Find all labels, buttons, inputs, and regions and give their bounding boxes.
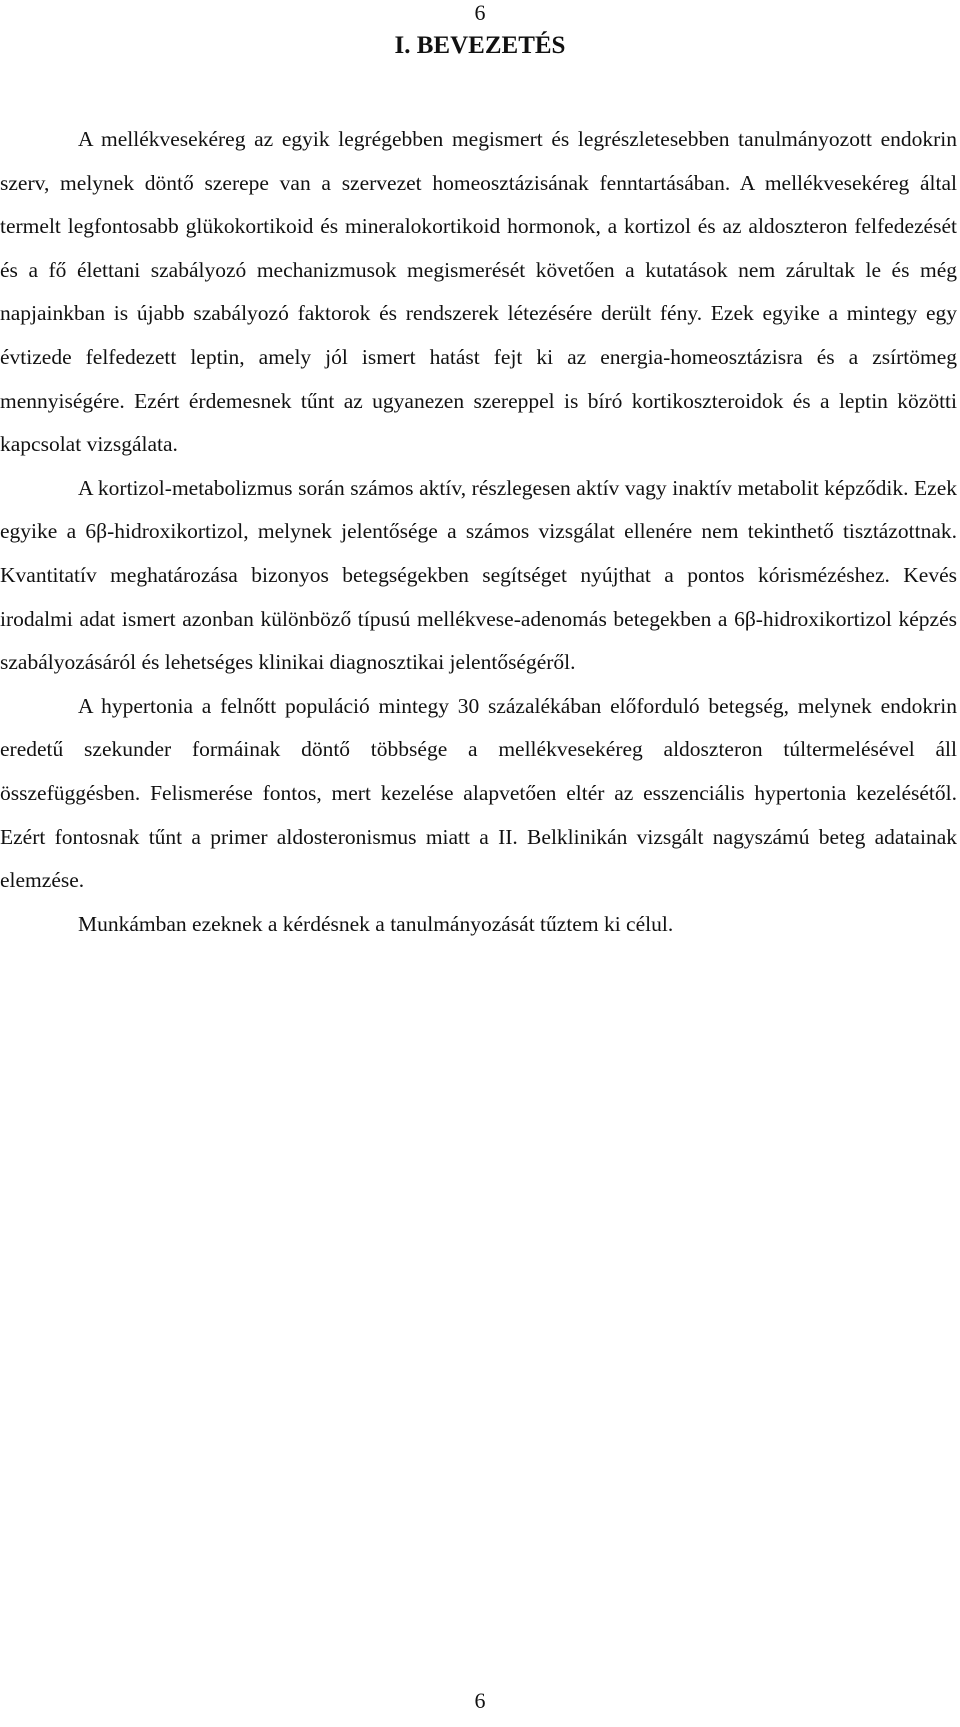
page-number-top: 6 xyxy=(474,0,486,25)
paragraph-6beta-hydroxycortisol: A kortizol-metabolizmus során számos aktív, részlegesen aktív vagy inaktív metabolit képződik. Ezek egyike a 6β-hidroxikortizol, melynek jelentősége a számos vizsgálat ellenére nem tekinthető tisztázottnak. Kvantitatív meghatározása bizonyos betegségekben segítséget nyújthat a pontos kórismézéshez. Kevés irodalmi adat ismert azonban különböző típusú mellékvese-adenomás betegekben a 6β-hidroxikortizol képzés szabályozásáról és lehetséges klinikai diagnosztikai jelentőségéről. xyxy=(0,475,957,675)
paragraph-aims: Munkámban ezeknek a kérdésnek a tanulmányozását tűztem ki célul. xyxy=(78,911,674,936)
paragraph-adrenal-cortex-leptin: A mellékvesekéreg az egyik legrégebben megismert és legrészletesebben tanulmányozott endokrin szerv, melynek döntő szerepe van a szervezet homeosztázisának fenntartásában. A mellékvesekéreg által termelt legfontosabb glükokortikoid és mineralokortikoid hormonok, a kortizol és az aldoszteron felfedezését és a fő élettani szabályozó mechanizmusok megismerését követően a kutatások nem zárultak le és még napjainkban is újabb szabályozó faktorok és rendszerek létezésére derült fény. Ezek egyike a mintegy egy évtizede felfedezett leptin, amely jól ismert hatást fejt ki az energia-homeosztázisra és a zsírtömeg mennyiségére. Ezért érdemesnek tűnt az ugyanezen szereppel is bíró kortikoszteroidok és a leptin közötti kapcsolat vizsgálata. xyxy=(0,127,957,457)
paragraph-hypertonia: A hypertonia a felnőtt populáció mintegy 30 százalékában előforduló betegség, melynek endokrin eredetű szekunder formáinak döntő többsége a mellékvesekéreg aldoszteron túltermelésével áll összefüggésben. Felismerése fontos, mert kezelése alapvetően eltér az esszenciális hypertonia kezelésétől. Ezért fontosnak tűnt a primer aldosteronismus miatt a II. Belklinikán vizsgált nagyszámú beteg adatainak elemzése. xyxy=(0,693,957,893)
chapter-title: I. BEVEZETÉS xyxy=(394,32,566,59)
body-text xyxy=(0,118,957,946)
page-number-bottom: 6 xyxy=(474,1688,486,1713)
